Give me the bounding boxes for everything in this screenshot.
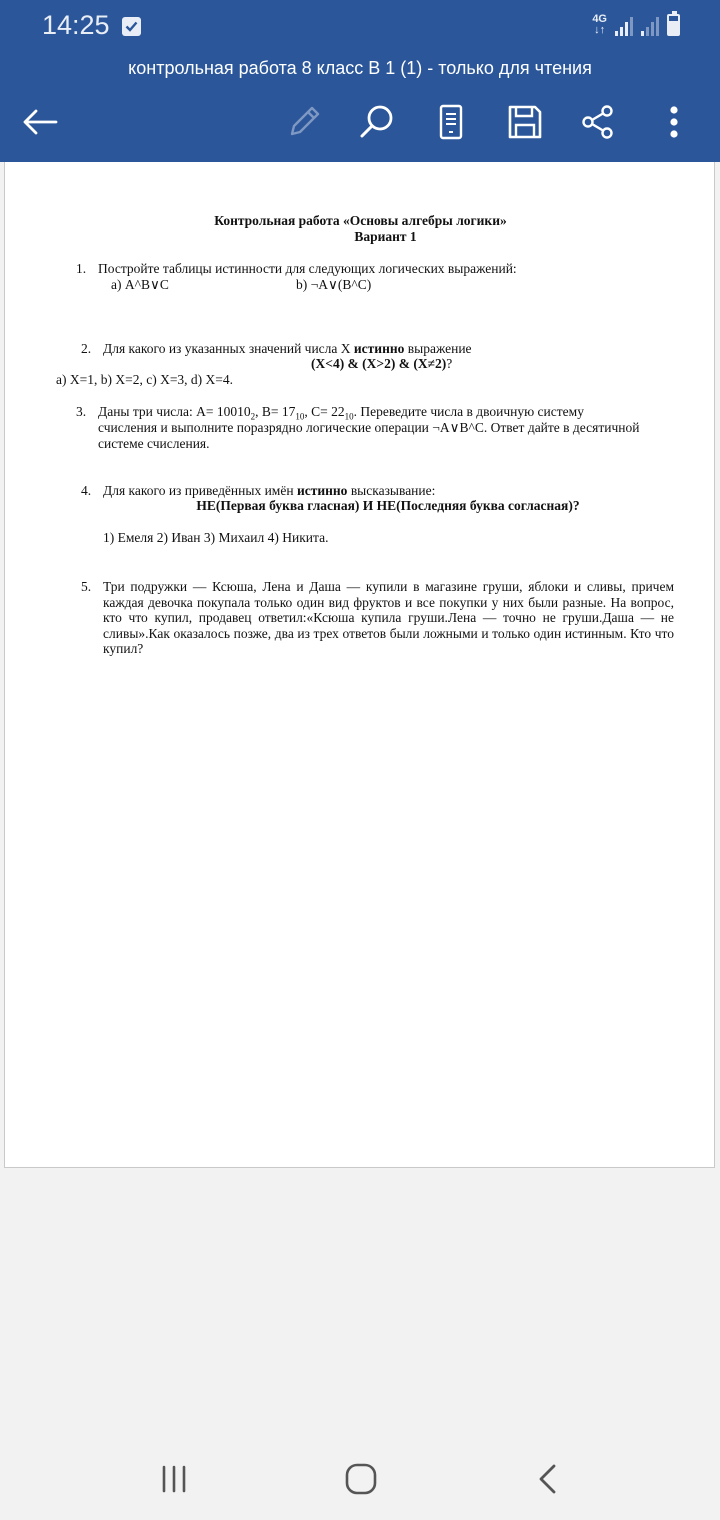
status-icons [592, 14, 680, 36]
q2-options: а) X=1, b) X=2, c) X=3, d) X=4. [56, 372, 234, 387]
back-nav-button[interactable] [518, 1457, 578, 1501]
q2-expression [311, 356, 452, 372]
search-button[interactable] [355, 100, 399, 144]
q4-statement: НЕ(Первая буква гласная) И НЕ(Последняя буква согласная)? [196, 498, 580, 513]
more-options-button[interactable] [652, 100, 696, 144]
recent-apps-icon [159, 1464, 189, 1494]
more-vertical-icon [668, 104, 680, 140]
doc-title-line1: Контрольная работа «Основы алгебры логики» [214, 213, 507, 228]
q4-text-after: высказывание: [347, 483, 436, 498]
battery-level [669, 21, 678, 34]
q1-option-a: а) A^B∨C [111, 277, 169, 292]
document-title: контрольная работа 8 класс В 1 (1) - только для чтения [128, 58, 592, 78]
back-button[interactable] [18, 100, 62, 144]
chevron-left-icon [536, 1463, 560, 1495]
q4-text [103, 483, 435, 499]
status-time: 14:25 [42, 10, 110, 40]
q5-text: Три подружки — Ксюша, Лена и Даша — купили в магазине груши, яблоки и сливы, причем каждая девочка покупала только один вид фруктов и все покупки у них были разные. На вопрос, кто что купил, продавец ответил:«Ксюша купила груши.Лена — точно не груши.Даша — не сливы».Как оказалось позже, два из трех ответов были ложными и только один истинным. Кто что купил? [103, 579, 674, 657]
network-type-icon [592, 14, 607, 36]
recent-apps-button[interactable] [144, 1457, 204, 1501]
save-icon [507, 104, 543, 140]
q3-b: , B= 17 [255, 404, 296, 419]
q5-number: 5. [81, 579, 92, 594]
q3-b-base: 10 [295, 411, 305, 422]
document-page[interactable] [4, 162, 715, 1168]
arrow-left-icon [22, 108, 58, 136]
mobile-view-icon [438, 104, 464, 140]
network-type-label: 4G [592, 13, 607, 25]
home-button[interactable] [331, 1457, 391, 1501]
q2-text-after: выражение [404, 341, 472, 356]
q1-number: 1. [76, 261, 87, 276]
reading-view-button[interactable] [429, 100, 473, 144]
q2-text-bold: истинно [353, 341, 405, 356]
q3-a: Даны три числа: A= 10010 [98, 404, 251, 419]
share-button[interactable] [576, 100, 620, 144]
signal-1-icon [615, 16, 633, 36]
q2-expression-mark: ? [446, 356, 453, 371]
edit-button[interactable] [282, 100, 326, 144]
q3-a-base: 2 [250, 411, 256, 422]
q2-number: 2. [81, 341, 92, 356]
q3-number: 3. [76, 404, 87, 419]
q4-text-bold: истинно [296, 483, 348, 498]
network-arrows: ↓↑ [594, 24, 606, 36]
q4-options: 1) Емеля 2) Иван 3) Михаил 4) Никита. [103, 530, 329, 545]
signal-2-icon [641, 16, 659, 36]
battery-icon [667, 14, 680, 36]
q1-option-b: b) ¬A∨(B^C) [296, 277, 372, 292]
q1-text: Постройте таблицы истинности для следующих логических выражений: [98, 261, 517, 276]
q4-number: 4. [81, 483, 92, 498]
app-header [0, 0, 720, 162]
search-icon [358, 103, 396, 141]
q2-text [103, 341, 472, 357]
q3-line1-rest: . Переведите числа в двоичную систему [353, 404, 584, 419]
pencil-icon [286, 104, 322, 140]
system-nav-bar [0, 1437, 720, 1520]
doc-title-line2: Вариант 1 [354, 229, 417, 244]
q2-expression-bold: (X<4) & (X>2) & (X≠2) [311, 356, 447, 371]
home-icon [344, 1462, 378, 1496]
q4-text-before: Для какого из приведённых имён [103, 483, 297, 498]
q3-line3: системе счисления. [98, 436, 210, 451]
save-button[interactable] [503, 100, 547, 144]
share-icon [580, 104, 616, 140]
q3-line2: счисления и выполните поразрядно логические операции ¬A∨B^C. Ответ дайте в десятичной [98, 420, 640, 435]
q3-c: , C= 22 [304, 404, 345, 419]
notification-check-icon [122, 17, 141, 36]
q3-c-base: 10 [344, 411, 354, 422]
q2-text-before: Для какого из указанных значений числа X [103, 341, 354, 356]
